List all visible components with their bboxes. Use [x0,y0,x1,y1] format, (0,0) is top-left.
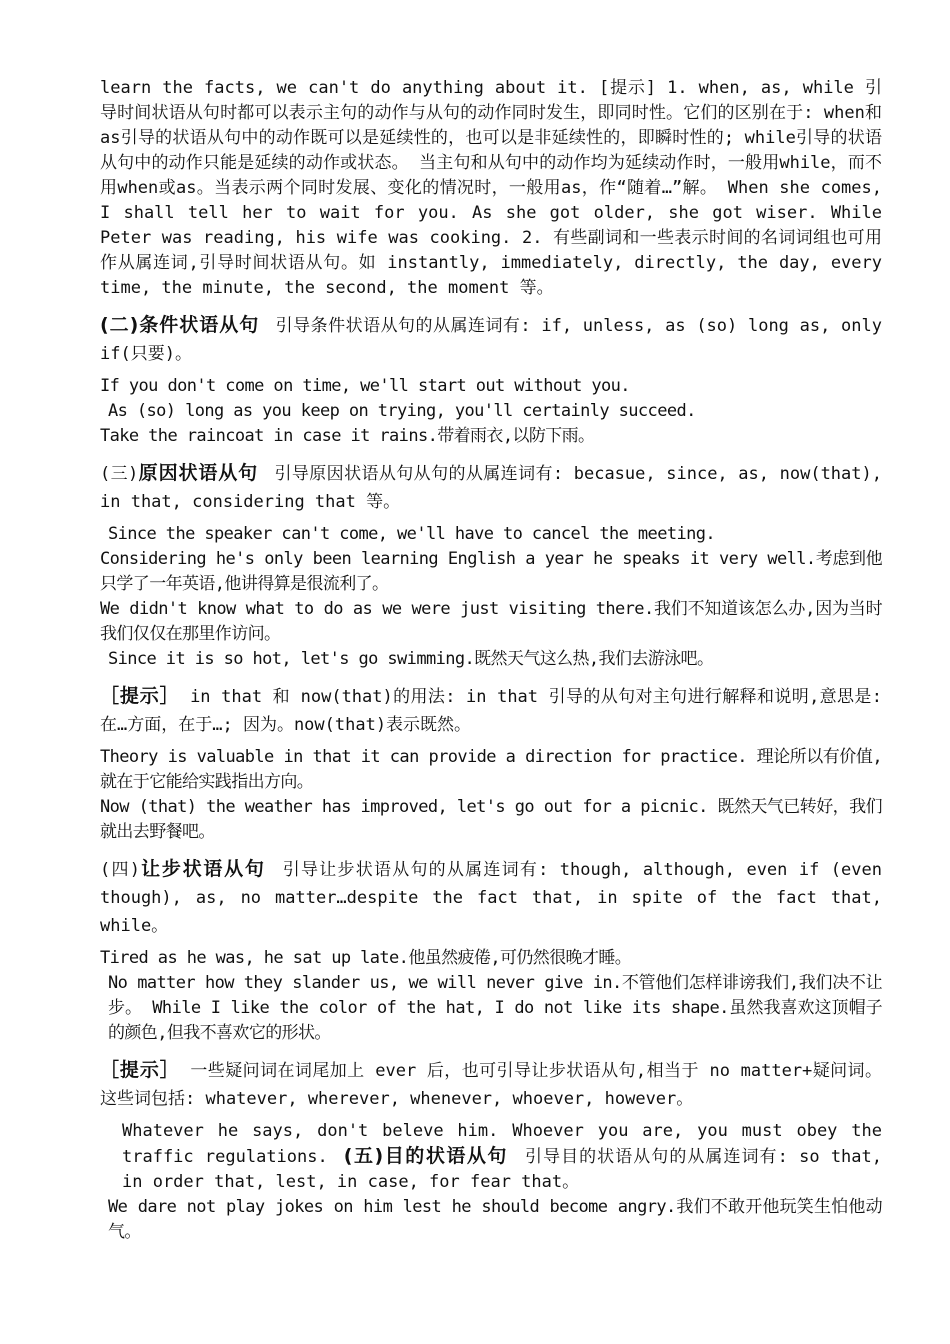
section-intro: 引导让步状语从句的从属连词有: though, although, even if (even though), as, no matter…despite the fact that, in spite of the fact that, while。 [100,860,882,936]
example-line: If you don't come on time, we'll start out without you. [100,376,630,396]
example-text: Whatever he says, don't beleve him. Whoever you are, you must obey the traffic regulations. [122,1121,882,1167]
example-line: Take the raincoat in case it rains.带着雨衣,以防下雨。 [100,426,595,446]
example-line: We dare not play jokes on him lest he should become angry.我们不敢开他玩笑生怕他动气。 [108,1197,882,1242]
tip-text: in that 和 now(that)的用法: in that 引导的从句对主句进行解释和说明,意思是:在…方面，在于…; 因为。now(that)表示既然。 [100,687,882,735]
example-line: Since it is so hot, let's go swimming.既然天气这么热,我们去游泳吧。 [108,649,714,669]
section-intro: 引导原因状语从句从句的从属连词有: becasue, since, as, now(that), in that, considering that 等。 [100,464,882,512]
tip-ever-words [100,1056,882,1113]
example-line: Considering he's only been learning English a year he speaks it very well.考虑到他只学了一年英语,他讲得算是很流利了。 [100,549,882,594]
example-line [100,1119,882,1195]
tip-in-that-now-that [100,682,882,739]
example-line: No matter how they slander us, we will never give in.不管他们怎样诽谤我们,我们决不让步。 While I like the color of the hat, I do not like its shape.虽然我喜欢这顶帽子的颜色,但我不喜欢它的形状。 [108,973,882,1043]
paragraph-time-clauses: learn the facts, we can't do anything about it. [提示] 1. when, as, while 引导时间状语从句时都可以表示主句的动作与从句的动作同时发生，即同时性。它们的区别在于: when和as引导的状语从句中的动作既可以是延续性的，也可以是非延续性的，即瞬时性的; while引导的状语从句中的动作只能是延续的动作或状态。 当主句和从句中的动作均为延续动作时，一般用while，而不用when或as。当表示两个同时发展、变化的情况时，一般用as，作“随着…”解。 When she comes, I shall tell her to wait for you. As she got older, she got wiser. While Peter was reading, his wife was cooking. 2. 有些副词和一些表示时间的名词词组也可用作从属连词,引导时间状语从句。如 instantly, immediately, directly, the day, every time, the minute, the second, the moment 等。 [100,78,882,298]
tip-label: ［提示］ [100,1059,180,1081]
example-line: As (so) long as you keep on trying, you'll certainly succeed. [108,401,696,421]
section-cause-clauses [100,459,882,516]
section-heading-prefix: (四) [100,860,140,880]
section-heading: 让步状语从句 [139,858,266,880]
section-heading-purpose: (五)目的状语从句 [343,1145,508,1167]
example-line: Since the speaker can't come, we'll have to cancel the meeting. [108,524,715,544]
tip-label: ［提示］ [100,685,180,707]
section-intro: 引导条件状语从句的从属连词有: if, unless, as (so) long as, only if(只要)。 [100,316,882,364]
example-line: Theory is valuable in that it can provide a direction for practice. 理论所以有价值,就在于它能给实践指出方向。 [100,747,882,792]
section-heading: (二)条件状语从句 [100,314,260,336]
example-line: Now (that) the weather has improved, let's go out for a picnic. 既然天气已转好，我们就出去野餐吧。 [100,797,882,842]
section-intro: 引导目的状语从句的从属连词有: so that, in order that, lest, in case, for fear that。 [122,1147,883,1192]
section-condition-clauses [100,311,882,368]
section-concession-clauses [100,855,882,940]
section-heading-prefix: (三) [100,464,139,484]
section-heading: 原因状语从句 [138,462,259,484]
example-line: Tired as he was, he sat up late.他虽然疲倦,可仍然很晚才睡。 [100,948,632,968]
tip-text: 一些疑问词在词尾加上 ever 后，也可引导让步状语从句,相当于 no matter+疑问词。这些词包括: whatever, wherever, whenever, whoever, however。 [100,1061,882,1109]
example-line: We didn't know what to do as we were just visiting there.我们不知道该怎么办,因为当时我们仅仅在那里作访问。 [100,599,882,644]
